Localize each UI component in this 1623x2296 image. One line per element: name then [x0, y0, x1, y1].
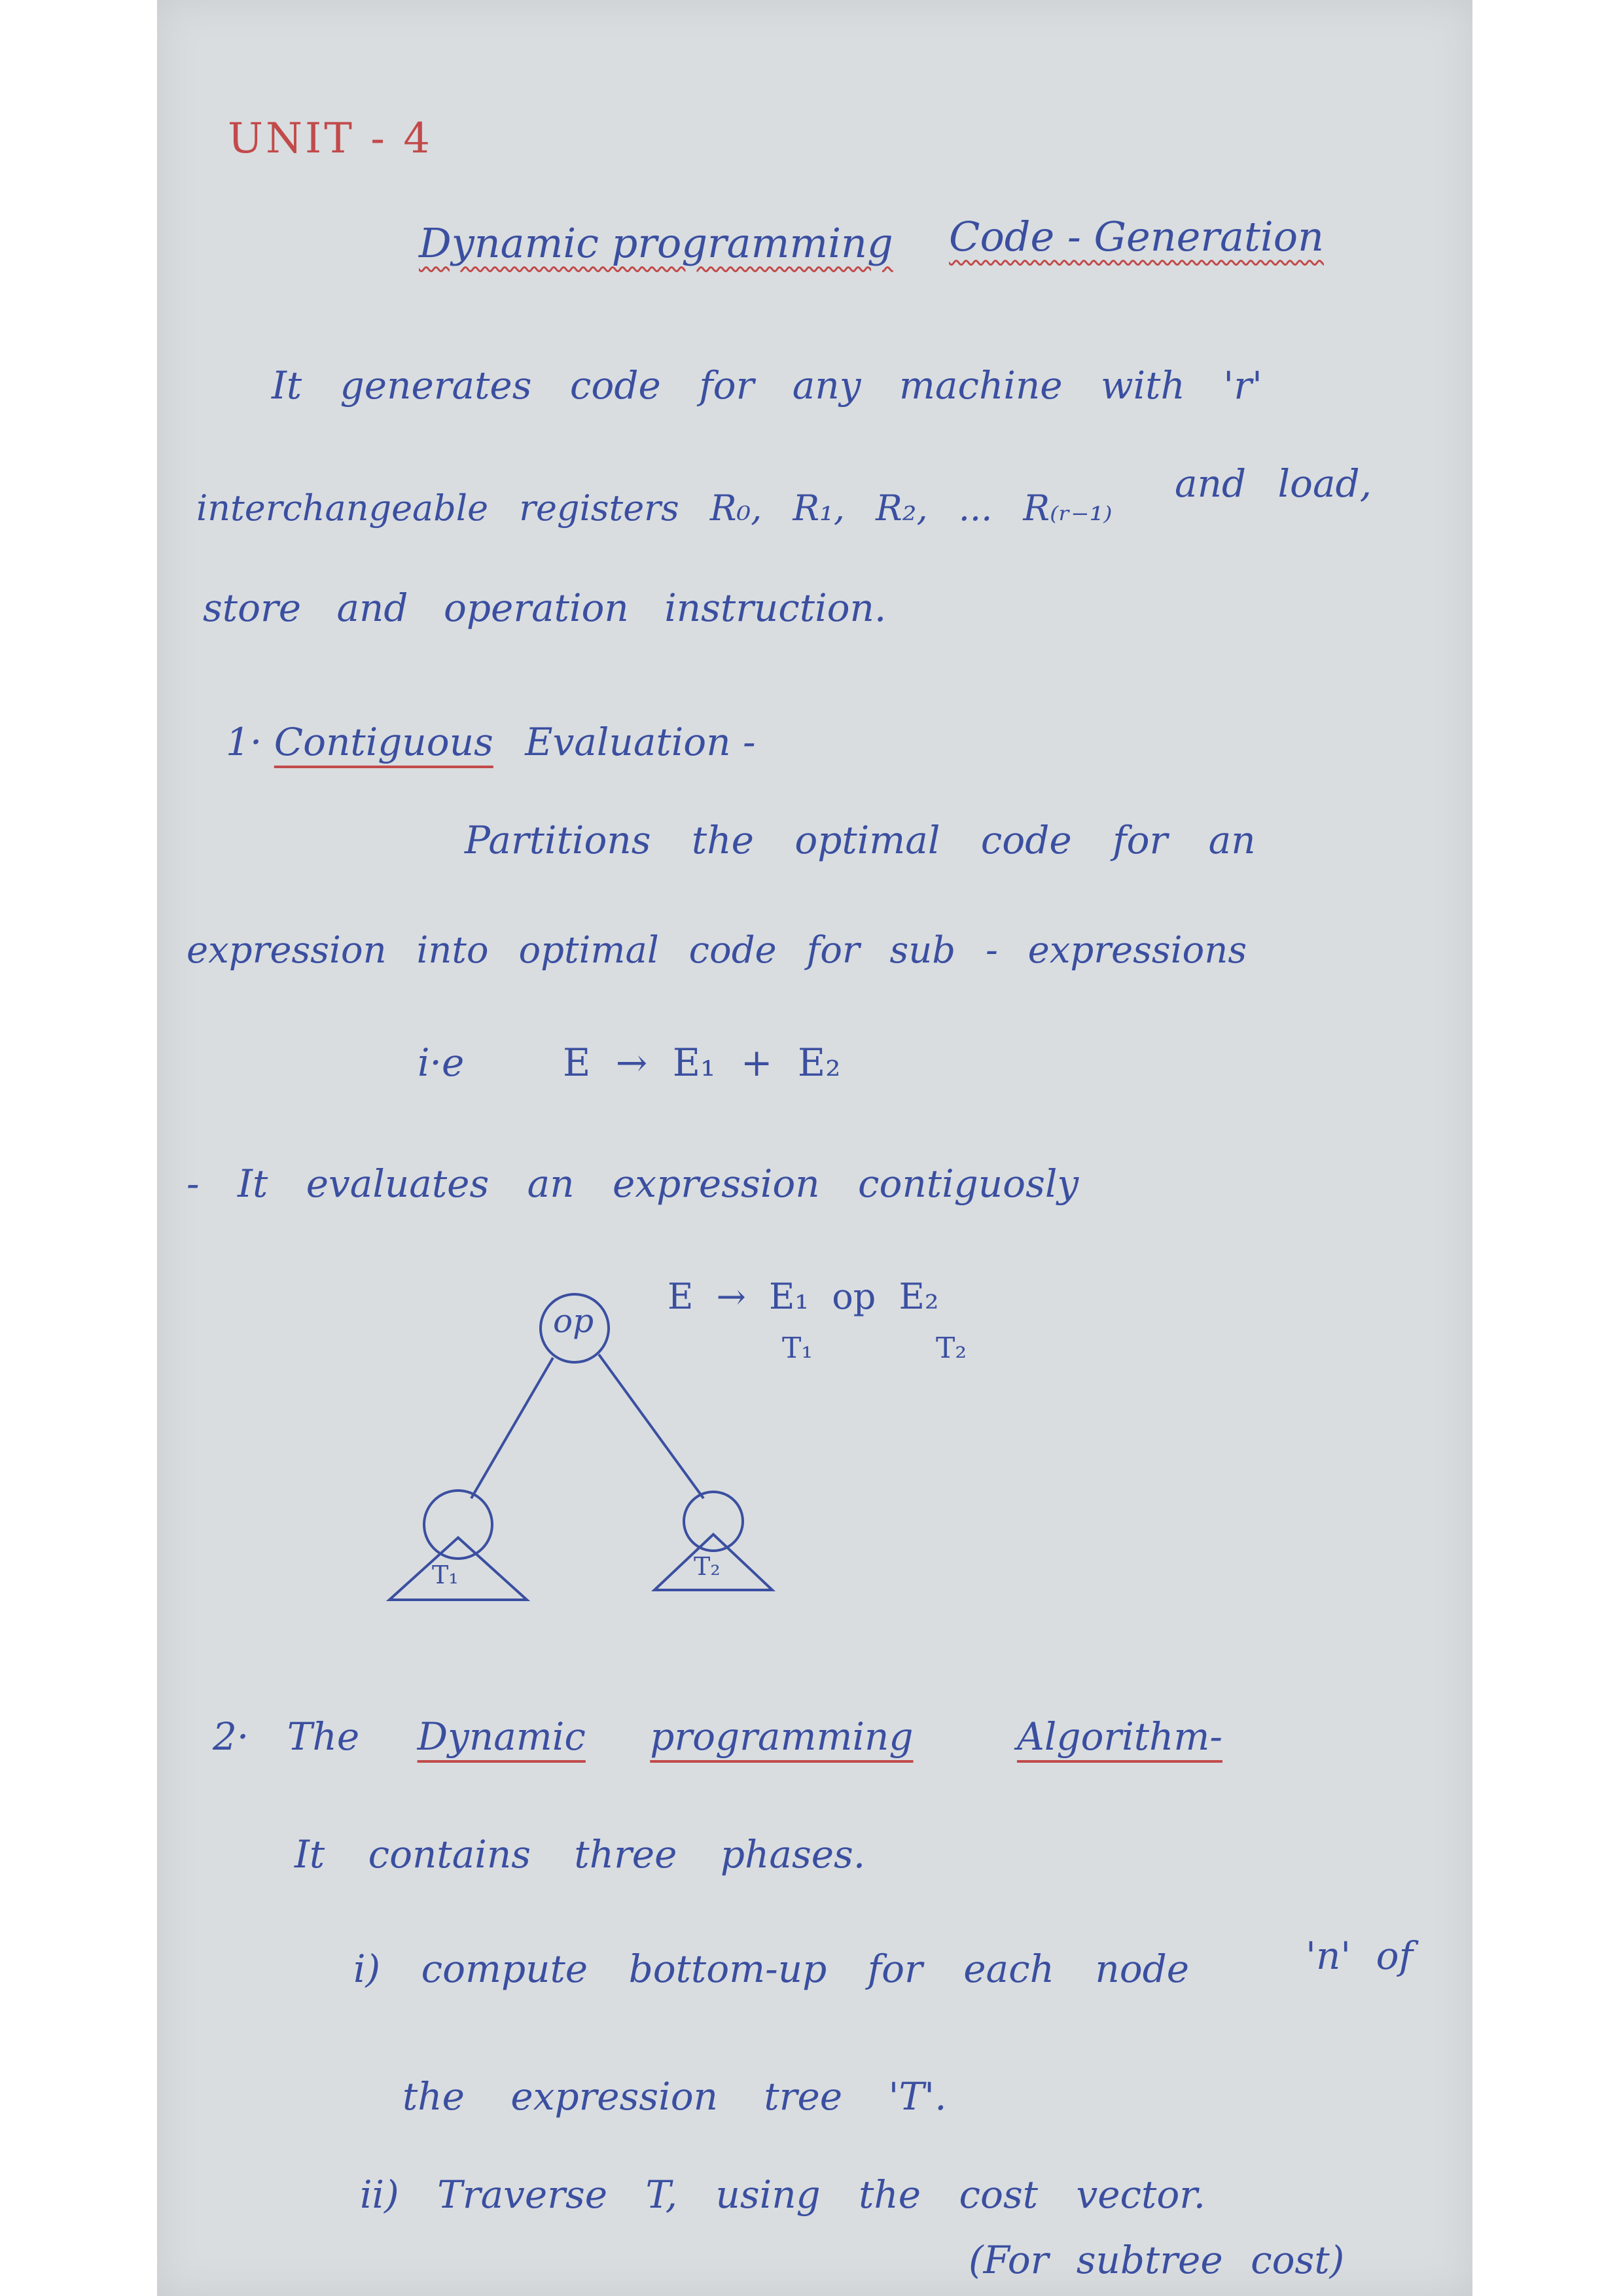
title-part1: Dynamic programming: [419, 219, 893, 267]
phase2-line1: ii) Traverse T, using the cost vector.: [360, 2172, 1206, 2217]
phases-intro: It contains three phases.: [294, 1832, 866, 1877]
left-subtree-label: T₁: [432, 1561, 459, 1589]
section1-rest: Evaluation -: [525, 720, 756, 764]
intro-line-3: store and operation instruction.: [203, 586, 887, 630]
left-child-circle: [424, 1491, 492, 1559]
section1-word: Contiguous: [274, 720, 493, 764]
left-edge: [471, 1358, 553, 1498]
section2-word3: Algorithm-: [1016, 1714, 1222, 1759]
intro-line-1: It generates code for any machine with 'r': [272, 363, 1262, 408]
title-part2: Code - Generation: [949, 213, 1324, 260]
phase1-line1a: i) compute bottom-up for each node: [353, 1947, 1190, 1991]
section1-para-line1: Partitions the optimal code for an: [465, 818, 1256, 862]
tree-rule-t2: T₂: [936, 1332, 967, 1365]
phase2-line2: (For subtree cost): [969, 2238, 1345, 2282]
tree-rule-t1: T₁: [782, 1332, 813, 1365]
phase1-line1b: 'n' of: [1306, 1934, 1414, 1978]
section1-number: 1·: [226, 720, 262, 764]
right-subtree-label: T₂: [694, 1552, 721, 1581]
right-child-circle: [684, 1492, 743, 1551]
right-edge: [599, 1354, 704, 1498]
section1-ie: i·e: [418, 1040, 465, 1085]
section2-number: 2·: [213, 1714, 249, 1759]
section2-heading: [213, 1714, 1222, 1759]
section1-formula: E → E₁ + E₂: [563, 1040, 841, 1085]
section1-bullet: - It evaluates an expression contiguosly: [187, 1161, 1079, 1206]
unit-label: UNIT - 4: [228, 115, 433, 163]
root-node-label: op: [553, 1302, 594, 1340]
section1-para-line2: expression into optimal code for sub - expressions: [187, 929, 1247, 972]
section2-the: The: [287, 1714, 360, 1759]
phase1-line2: the expression tree 'T'.: [402, 2074, 947, 2119]
intro-line-2a: interchangeable registers R₀, R₁, R₂, ... R₍ᵣ₋₁₎: [196, 487, 1113, 529]
section2-word2: programming: [650, 1714, 914, 1759]
tree-rule: E → E₁ op E₂: [668, 1276, 939, 1317]
intro-line-2b: and load,: [1175, 461, 1372, 506]
section2-word1: Dynamic: [417, 1714, 586, 1759]
